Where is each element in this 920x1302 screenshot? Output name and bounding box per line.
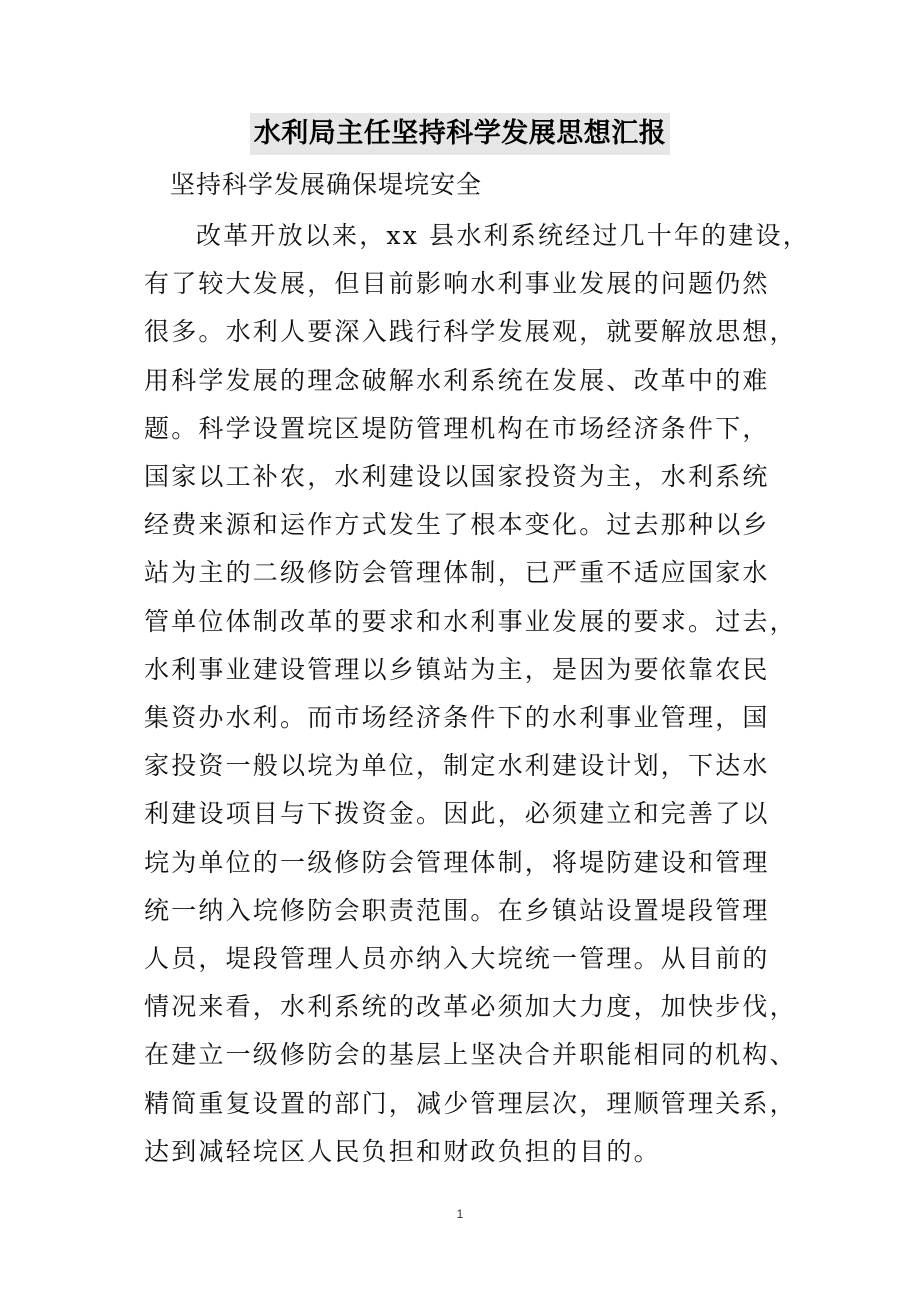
document-subtitle: 坚持科学发展确保堤垸安全	[170, 170, 483, 199]
body-line: 统一纳入垸修防会职责范围。在乡镇站设置堤段管理	[144, 895, 770, 925]
body-line: 改革开放以来，xx 县水利系统经过几十年的建设，	[196, 221, 810, 250]
body-line: 在建立一级修防会的基层上坚决合并职能相同的机构、	[144, 1040, 797, 1070]
body-line: 家投资一般以垸为单位，制定水利建设计划，下达水	[144, 751, 770, 781]
body-line: 国家以工补农，水利建设以国家投资为主，水利系统	[144, 462, 770, 492]
body-line: 情况来看，水利系统的改革必须加大力度，加快步伐，	[144, 992, 797, 1022]
body-line: 题。科学设置垸区堤防管理机构在市场经济条件下，	[144, 413, 770, 443]
body-line: 很多。水利人要深入践行科学发展观，就要解放思想，	[144, 317, 797, 347]
body-line: 利建设项目与下拨资金。因此，必须建立和完善了以	[144, 799, 770, 829]
body-line: 垸为单位的一级修防会管理体制，将堤防建设和管理	[144, 847, 770, 877]
body-line: 达到减轻垸区人民负担和财政负担的目的。	[144, 1136, 661, 1166]
body-line: 水利事业建设管理以乡镇站为主，是因为要依靠农民	[144, 654, 770, 684]
body-line: 精简重复设置的部门，减少管理层次，理顺管理关系，	[144, 1088, 797, 1118]
body-line: 用科学发展的理念破解水利系统在发展、改革中的难	[144, 365, 770, 395]
body-line: 站为主的二级修防会管理体制，已严重不适应国家水	[144, 558, 770, 588]
body-line: 管单位体制改革的要求和水利事业发展的要求。过去，	[144, 606, 797, 636]
body-line: 有了较大发展，但目前影响水利事业发展的问题仍然	[144, 269, 770, 299]
document-title: 水利局主任坚持科学发展思想汇报	[250, 113, 671, 155]
page-number: 1	[456, 1207, 464, 1221]
body-paragraph	[144, 212, 810, 1176]
title-container	[0, 113, 920, 155]
body-line: 经费来源和运作方式发生了根本变化。过去那种以乡	[144, 510, 770, 540]
body-line: 人员，堤段管理人员亦纳入大垸统一管理。从目前的	[144, 944, 770, 974]
body-line: 集资办水利。而市场经济条件下的水利事业管理，国	[144, 703, 770, 733]
